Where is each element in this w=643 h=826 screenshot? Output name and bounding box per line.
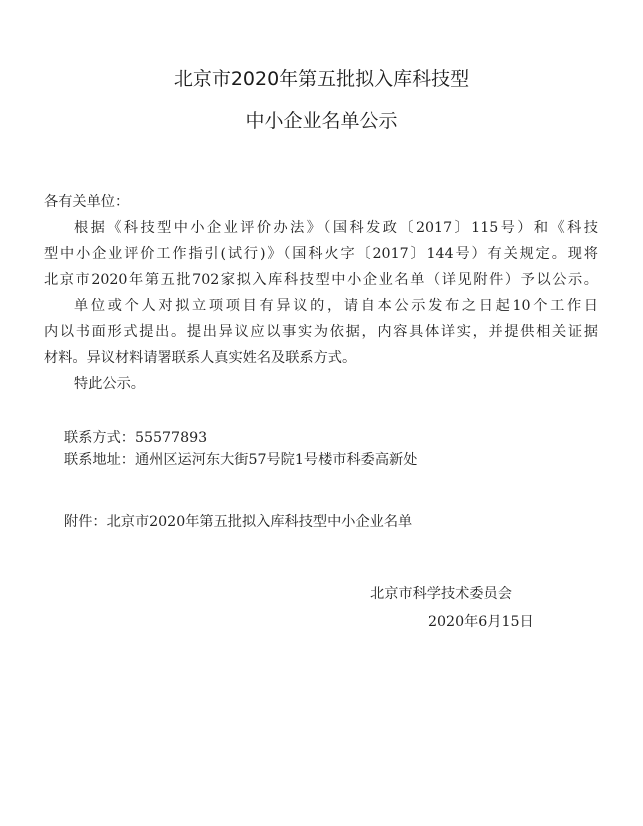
page-title-line-2: 中小企业名单公示 <box>245 110 398 132</box>
paragraph-1-line-3: 北京市2020年第五批702家拟入库科技型中小企业名单（详见附件）予以公示。 <box>44 272 598 288</box>
signature-date: 2020年6月15日 <box>428 614 534 630</box>
contact-phone: 联系方式：55577893 <box>64 430 208 446</box>
salutation: 各有关单位： <box>44 194 130 210</box>
paragraph-1-line-2: 型中小企业评价工作指引(试行)》（国科火字〔2017〕144号）有关规定。现将 <box>44 246 598 262</box>
page-title: 北京市2020年第五批拟入库科技型 <box>173 68 470 90</box>
paragraph-2-line-1: 单位或个人对拟立项项目有异议的，请自本公示发布之日起10个工作日 <box>74 298 598 314</box>
signature-organization: 北京市科学技术委员会 <box>370 586 512 602</box>
contact-address: 联系地址：通州区运河东大街57号院1号楼市科委高新处 <box>64 452 418 468</box>
paragraph-2-line-3: 材料。异议材料请署联系人真实姓名及联系方式。 <box>44 350 357 366</box>
attachment-note: 附件：北京市2020年第五批拟入库科技型中小企业名单 <box>64 514 413 530</box>
paragraph-1-line-1: 根据《科技型中小企业评价办法》（国科发政〔2017〕115号）和《科技 <box>74 220 598 236</box>
paragraph-2-line-2: 内以书面形式提出。提出异议应以事实为依据，内容具体详实，并提供相关证据 <box>44 324 598 340</box>
closing-remark: 特此公示。 <box>74 376 145 392</box>
